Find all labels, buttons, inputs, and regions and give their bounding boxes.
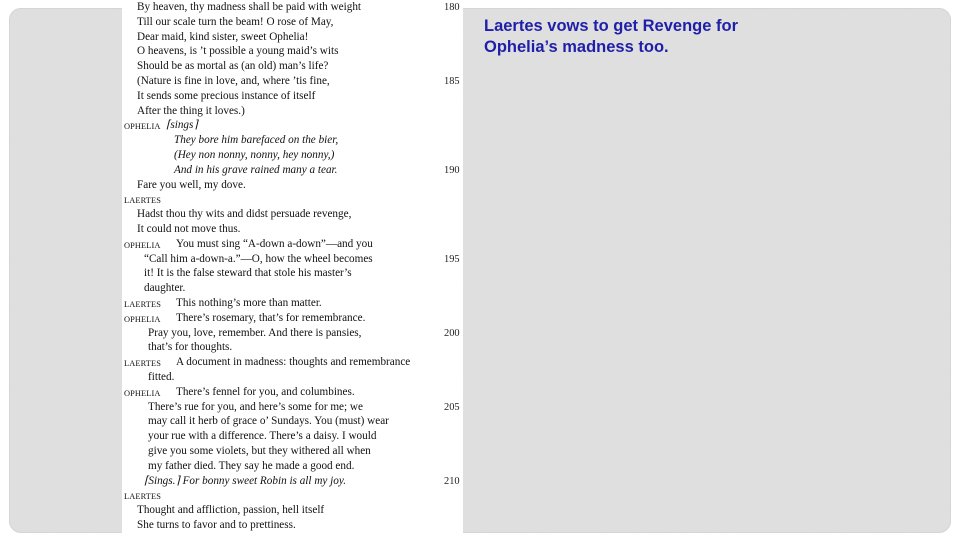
script-line: O heavens, is ’t possible a young maid’s wits [137, 45, 339, 58]
script-line: ⌈Sings.⌉ For bonny sweet Robin is all my joy. [144, 474, 347, 487]
script-line: daughter. [144, 282, 186, 295]
speaker-name: LAERTES [124, 492, 161, 502]
script-line: “Call him a-down-a.”—O, how the wheel becomes [144, 252, 373, 265]
script-line: She turns to favor and to prettiness. [137, 519, 296, 531]
script-line: It sends some precious instance of itself [137, 89, 316, 102]
script-line: After the thing it loves.) [137, 104, 245, 117]
line-number: 210 [444, 475, 460, 487]
script-page-image [122, 0, 463, 534]
script-line: may call it herb of grace o’ Sundays. You (must) wear [148, 415, 389, 428]
script-line: It could not move thus. [137, 223, 241, 235]
script-line: that’s for thoughts. [148, 341, 233, 354]
speaker-name: OPHELIA [124, 388, 161, 398]
line-number: 195 [444, 253, 460, 265]
script-line: Hadst thou thy wits and didst persuade revenge, [137, 208, 352, 221]
line-number: 205 [444, 401, 460, 413]
script-line: They bore him barefaced on the bier, [174, 134, 339, 147]
script-line: This nothing’s more than matter. [176, 297, 322, 309]
script-line: Dear maid, kind sister, sweet Ophelia! [137, 30, 309, 43]
script-line: Till our scale turn the beam! O rose of May, [137, 15, 334, 28]
script-line: A document in madness: thoughts and remembrance [176, 356, 411, 369]
script-line: your rue with a difference. There’s a daisy. I would [148, 430, 377, 443]
script-line: Thought and affliction, passion, hell itself [137, 504, 325, 517]
script-line: There’s fennel for you, and columbines. [176, 385, 355, 398]
speaker-name: LAERTES [124, 196, 161, 206]
script-line: my father died. They say he made a good end. [148, 459, 355, 472]
speaker-name: LAERTES [124, 300, 161, 309]
script-line: (Nature is fine in love, and, where ’tis fine, [137, 75, 330, 87]
script-line: And in his grave rained many a tear. [174, 163, 338, 176]
slide-caption: Laertes vows to get Revenge for Ophelia’s madness too. [484, 17, 738, 56]
line-number: 180 [444, 2, 460, 13]
script-line: ⌈sings⌉ [166, 119, 198, 132]
script-line: Fare you well, my dove. [137, 178, 246, 191]
speaker-name: OPHELIA [124, 240, 161, 250]
script-line: There’s rue for you, and here’s some for me; we [148, 400, 363, 413]
script-line: There’s rosemary, that’s for remembrance. [176, 311, 366, 324]
script-line: fitted. [148, 371, 175, 383]
script-line: (Hey non nonny, nonny, hey nonny,) [174, 149, 335, 161]
script-line: Should be as mortal as (an old) man’s life? [137, 60, 329, 73]
script-line: By heaven, thy madness shall be paid with weight [137, 1, 362, 13]
script-line: give you some violets, but they withered all when [148, 445, 371, 457]
line-number: 185 [444, 76, 460, 87]
speaker-name: LAERTES [124, 359, 161, 369]
script-line: Pray you, love, remember. And there is pansies, [148, 326, 362, 339]
script-line: it! It is the false steward that stole his master’s [144, 267, 352, 280]
line-number: 190 [444, 164, 460, 176]
line-number: 200 [444, 327, 460, 339]
script-line: You must sing “A-down a-down”—and you [176, 237, 373, 250]
speaker-name: OPHELIA [124, 122, 161, 132]
speaker-name: OPHELIA [124, 314, 161, 324]
